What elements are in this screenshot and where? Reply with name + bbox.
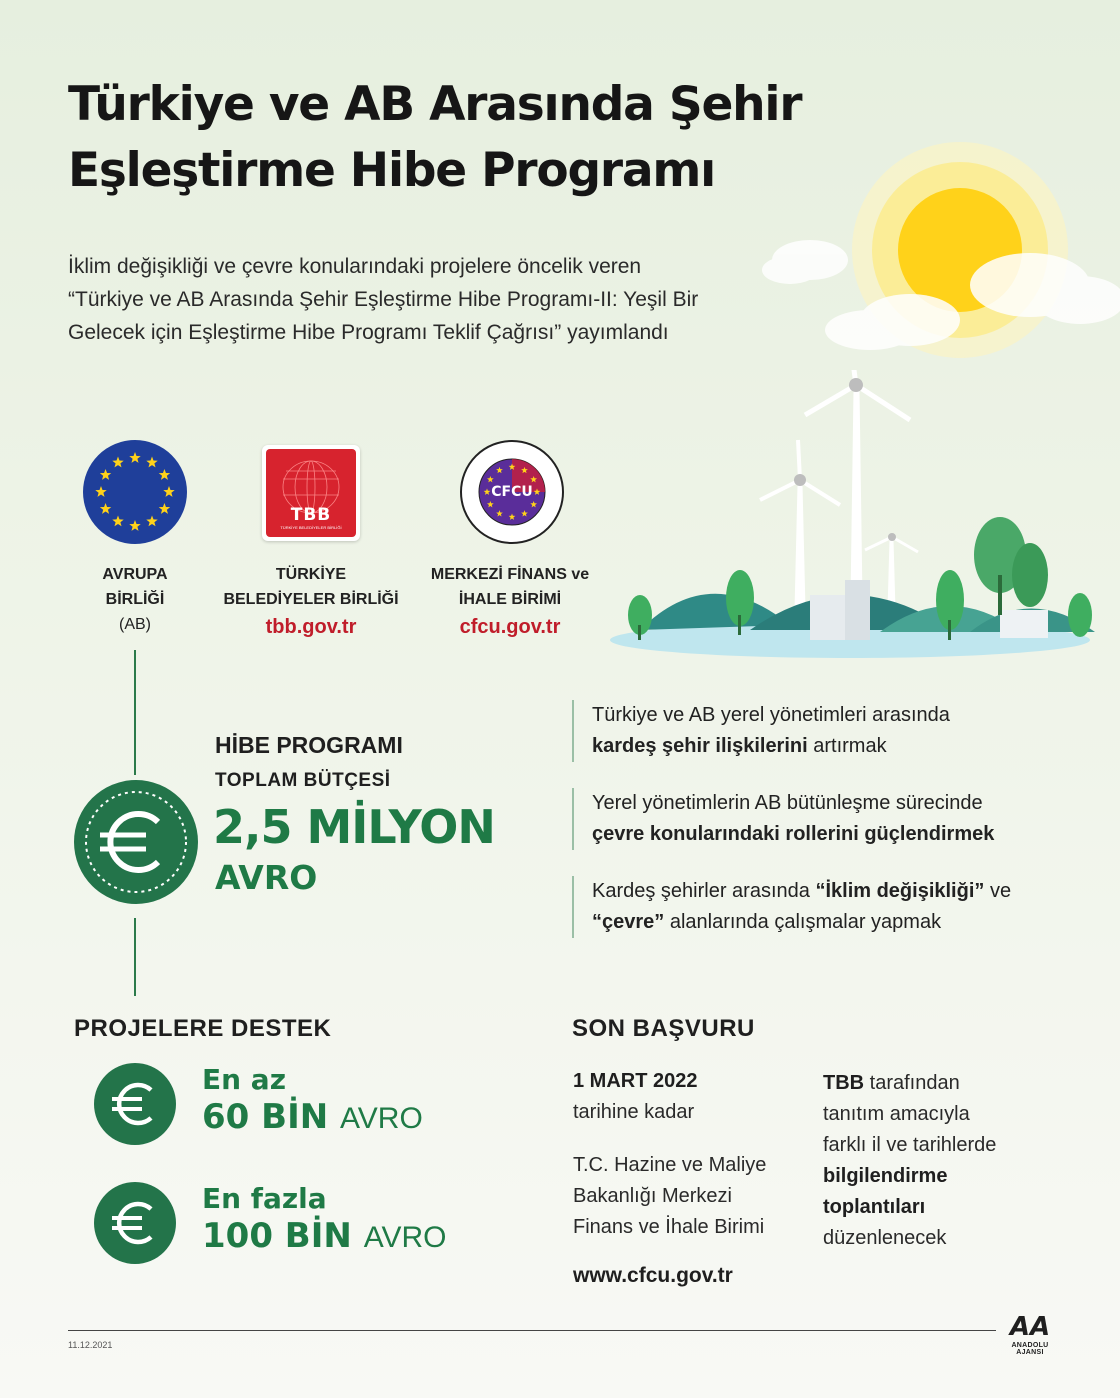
goal-item (572, 876, 1092, 938)
agency-logo (1000, 1312, 1060, 1356)
goal-bold: “çevre” (592, 911, 665, 933)
org-cfcu-line1: MERKEZİ FİNANS ve (430, 566, 590, 583)
agency-logo-mark: AA (1009, 1312, 1051, 1342)
footer-divider (68, 1330, 996, 1331)
goal-bold: “İklim değişikliği” (815, 880, 985, 902)
info-text: tanıtım amacıyla (823, 1103, 970, 1125)
support-max-value: 100 BİN (202, 1216, 352, 1256)
euro-icon (94, 1063, 176, 1145)
org-tbb (205, 562, 417, 639)
deadline-title: SON BAŞVURU (572, 1015, 755, 1042)
org-tbb-line1: TÜRKİYE (275, 566, 347, 583)
info-text: tarafından (864, 1072, 960, 1094)
budget-amount: 2,5 MİLYON (213, 800, 495, 854)
tbb-logo-caption: TÜRKİYE BELEDİYELER BİRLİĞİ (280, 525, 342, 530)
page-title: Türkiye ve AB Arasında Şehir Eşleştirme Hibe Programı (68, 77, 802, 198)
org-cfcu (410, 562, 610, 639)
budget-sub: TOPLAM BÜTÇESİ (215, 770, 391, 791)
org-eu (60, 562, 210, 637)
connector-line (134, 650, 136, 775)
goal-text: Türkiye ve AB yerel yönetimleri arasında (592, 704, 950, 726)
euro-icon (74, 780, 198, 904)
support-min-label: En az (202, 1063, 286, 1096)
eu-flag-icon (83, 440, 187, 544)
deadline-url[interactable]: www.cfcu.gov.tr (573, 1264, 733, 1287)
support-max-amount (202, 1216, 446, 1256)
budget-unit: AVRO (215, 858, 318, 897)
wind-turbine-icon (760, 370, 918, 610)
org-eu-sub: (AB) (119, 616, 151, 633)
info-bold: bilgilendirme (823, 1165, 948, 1187)
footer-date: 11.12.2021 (68, 1340, 113, 1350)
org-eu-line1: AVRUPA (102, 566, 168, 583)
info-bold: TBB (823, 1072, 865, 1094)
support-title: PROJELERE DESTEK (74, 1015, 332, 1042)
deadline-date: 1 MART 2022 (573, 1070, 698, 1092)
landscape-illustration (600, 370, 1100, 660)
org-tbb-url[interactable]: tbb.gov.tr (265, 616, 357, 638)
org-tbb-line2: BELEDİYELER BİRLİĞİ (223, 591, 399, 608)
goal-item (572, 700, 1092, 762)
support-max-unit: AVRO (363, 1221, 447, 1254)
goal-item (572, 788, 1092, 850)
goal-bold: kardeş şehir ilişkilerini (592, 735, 808, 757)
org-cfcu-url[interactable]: cfcu.gov.tr (459, 616, 561, 638)
budget-label: HİBE PROGRAMI (215, 732, 403, 758)
euro-icon (94, 1182, 176, 1264)
cloud-icon (760, 220, 1120, 380)
org-cfcu-line2: İHALE BİRİMİ (458, 591, 562, 608)
support-min-value: 60 BİN (202, 1097, 329, 1137)
connector-line (134, 918, 136, 996)
info-bold: toplantıları (823, 1196, 926, 1218)
goal-text: artırmak (807, 735, 887, 757)
deadline-org-line: T.C. Hazine ve Maliye (573, 1154, 767, 1176)
info-text: farklı il ve tarihlerde (823, 1134, 997, 1156)
intro-text: İklim değişikliği ve çevre konularındaki projelere öncelik veren “Türkiye ve AB Arasında Şehir Eşleştirme Hibe Programı-II: Yeşil Bir Gelecek için Eşleştirme Hibe Programı Teklif Çağrısı” yayımlandı (68, 255, 699, 344)
agency-name: ANADOLU AJANSI (1011, 1342, 1049, 1356)
support-min-unit: AVRO (340, 1102, 423, 1135)
goal-text: Yerel yönetimlerin AB bütünleşme sürecinde (592, 792, 983, 814)
tbb-logo (262, 445, 360, 541)
info-block (823, 1068, 1093, 1254)
info-text: düzenlenecek (823, 1227, 947, 1249)
support-min-amount (202, 1097, 423, 1137)
deadline-org-line: Bakanlığı Merkezi (573, 1185, 732, 1207)
tbb-logo-text: TBB (290, 505, 332, 525)
goal-bold: çevre konularındaki rollerini güçlendirmek (592, 823, 995, 845)
cfcu-logo (460, 440, 564, 544)
cfcu-logo-text: CFCU (491, 484, 533, 500)
deadline-org-line: Finans ve İhale Birimi (573, 1216, 765, 1238)
org-eu-line2: BİRLİĞİ (105, 591, 165, 608)
support-max-label: En fazla (202, 1182, 327, 1215)
goal-text: ve (984, 880, 1012, 902)
goal-text: alanlarında çalışmalar yapmak (664, 911, 942, 933)
deadline-date-sub: tarihine kadar (573, 1101, 695, 1123)
goal-text: Kardeş şehirler arasında (592, 880, 816, 902)
